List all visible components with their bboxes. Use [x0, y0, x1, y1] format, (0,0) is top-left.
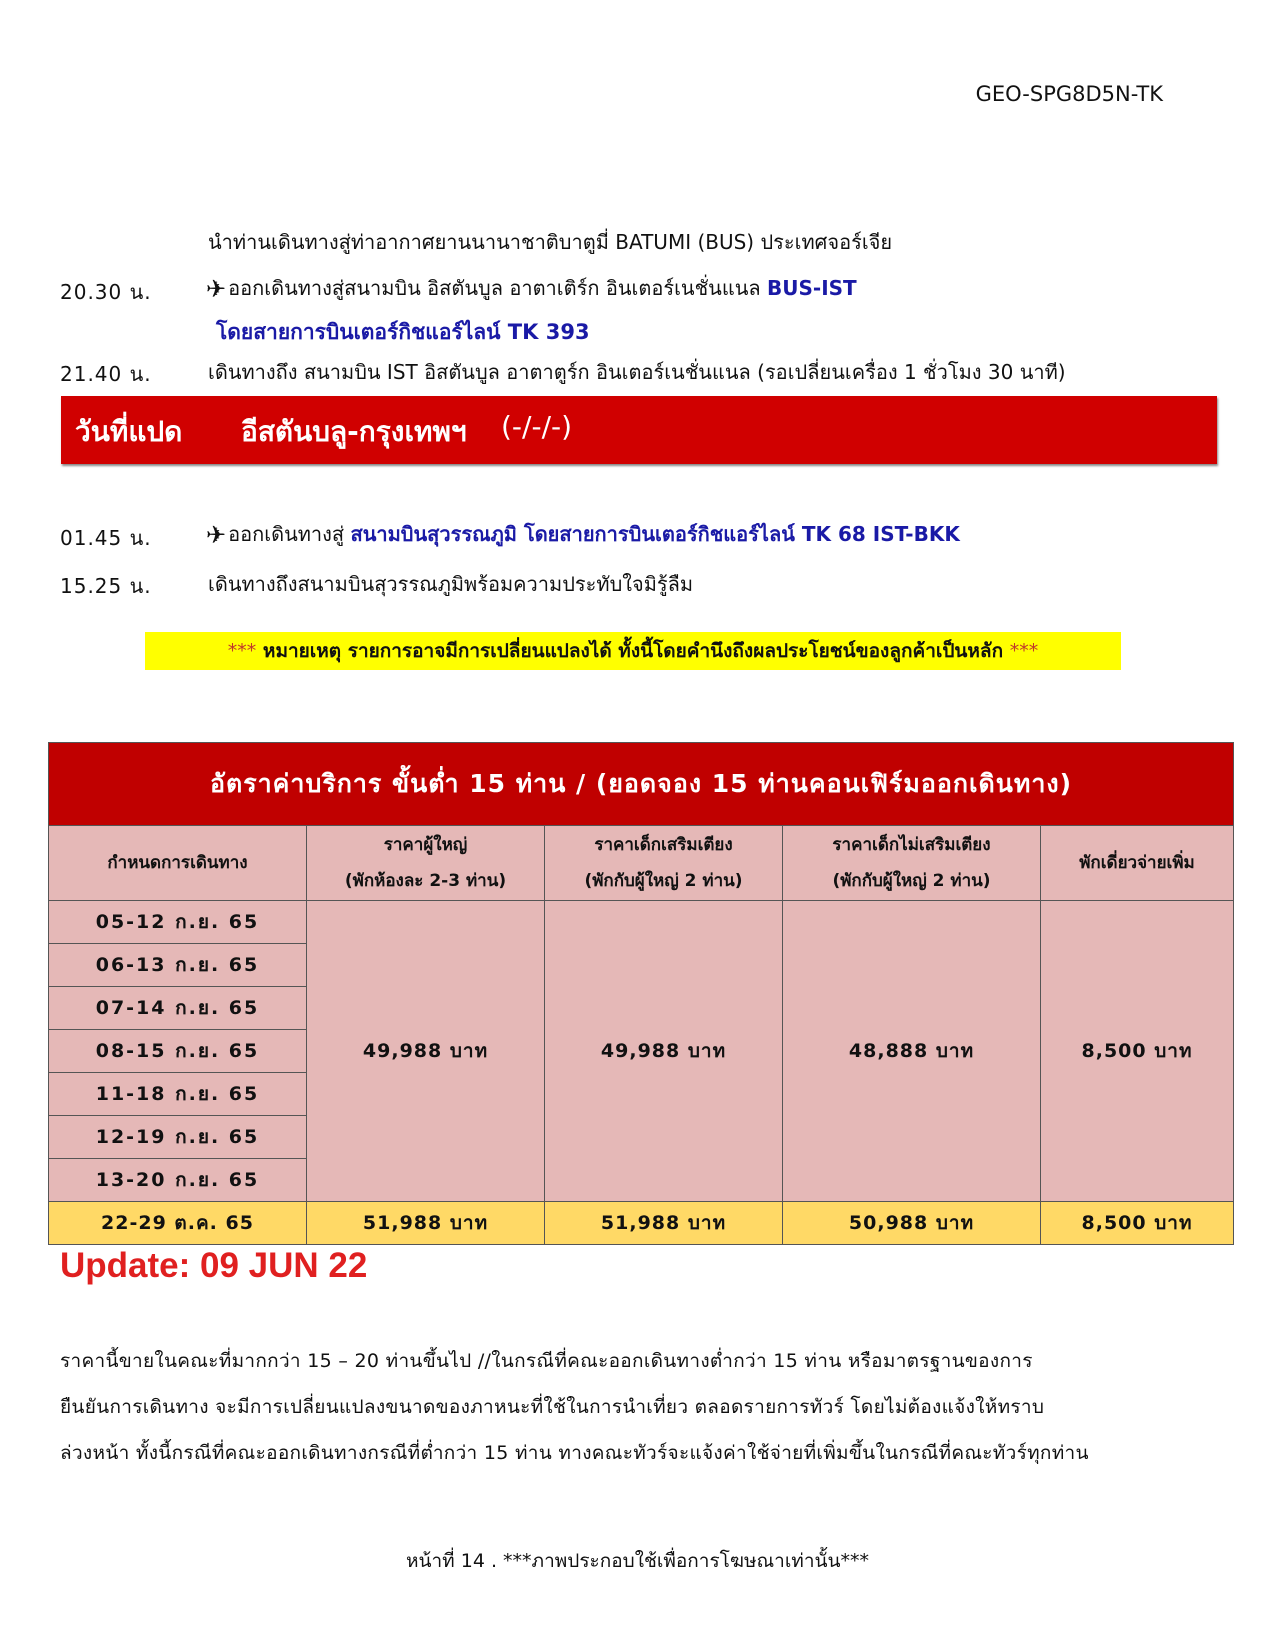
itinerary-line: เดินทางถึงสนามบินสุวรรณภูมิพร้อมความประทับใจมิรู้ลืม — [208, 572, 694, 596]
header-child-nobed-price: ราคาเด็กไม่เสริมเตียง (พักกับผู้ใหญ่ 2 ท่าน) — [783, 826, 1041, 901]
time-label: 21.40 น. — [60, 362, 152, 386]
conditions-paragraph-line: ราคานี้ขายในคณะที่มากกว่า 15 – 20 ท่านขึ้นไป //ในกรณีที่คณะออกเดินทางต่ำกว่า 15 ท่าน หรือมาตรฐานของการ — [60, 1350, 1033, 1372]
price-table-title: อัตราค่าบริการ ขั้นต่ำ 15 ท่าน / (ยอดจอง 15 ท่านคอนเฟิร์มออกเดินทาง) — [49, 743, 1234, 826]
date-cell: 05-12 ก.ย. 65 — [49, 901, 307, 944]
itinerary-line: นำท่านเดินทางสู่ท่าอากาศยานนานาชาติบาตูมี่ BATUMI (BUS) ประเทศจอร์เจีย — [208, 230, 893, 254]
remark-note: *** หมายเหตุ รายการอาจมีการเปลี่ยนแปลงได้ ทั้งนี้โดยคำนึงถึงผลประโยชน์ของลูกค้าเป็นหลัก *** — [145, 632, 1121, 670]
child-nobed-price: 48,888 บาท — [783, 901, 1041, 1202]
header-travel-date: กำหนดการเดินทาง — [49, 826, 307, 901]
price-table — [48, 742, 1234, 1245]
date-cell: 12-19 ก.ย. 65 — [49, 1116, 307, 1159]
adult-price: 49,988 บาท — [307, 901, 545, 1202]
child-bed-price: 49,988 บาท — [545, 901, 783, 1202]
time-label: 15.25 น. — [60, 574, 152, 598]
header-single-supplement: พักเดี่ยวจ่ายเพิ่ม — [1041, 826, 1234, 901]
document-code: GEO-SPG8D5N-TK — [975, 82, 1163, 106]
airplane-icon: ✈ — [206, 275, 227, 303]
date-cell: 22-29 ต.ค. 65 — [49, 1202, 307, 1245]
date-cell: 11-18 ก.ย. 65 — [49, 1073, 307, 1116]
header-adult-price: ราคาผู้ใหญ่ (พักห้องละ 2-3 ท่าน) — [307, 826, 545, 901]
time-label: 01.45 น. — [60, 526, 152, 550]
date-cell: 07-14 ก.ย. 65 — [49, 987, 307, 1030]
day-route: อีสตันบลู-กรุงเทพฯ — [241, 415, 467, 448]
table-row — [49, 1202, 1234, 1245]
single-supplement: 8,500 บาท — [1041, 901, 1234, 1202]
itinerary-line: เดินทางถึง สนามบิน IST อิสตันบูล อาตาตูร์ก อินเตอร์เนชั่นแนล (รอเปลี่ยนเครื่อง 1 ชั่วโมง 30 นาที) — [208, 360, 1066, 384]
date-cell: 06-13 ก.ย. 65 — [49, 944, 307, 987]
airplane-icon: ✈ — [206, 521, 227, 549]
time-label: 20.30 น. — [60, 280, 152, 304]
child-bed-price: 51,988 บาท — [545, 1202, 783, 1245]
date-cell: 08-15 ก.ย. 65 — [49, 1030, 307, 1073]
adult-price: 51,988 บาท — [307, 1202, 545, 1245]
itinerary-line: โดยสายการบินเตอร์กิชแอร์ไลน์ TK 393 — [216, 320, 590, 344]
day-label: วันที่แปด — [75, 415, 183, 448]
child-nobed-price: 50,988 บาท — [783, 1202, 1041, 1245]
header-child-bed-price: ราคาเด็กเสริมเตียง (พักกับผู้ใหญ่ 2 ท่าน) — [545, 826, 783, 901]
conditions-paragraph-line: ยืนยันการเดินทาง จะมีการเปลี่ยนแปลงขนาดของภาหนะที่ใช้ในการนำเที่ยว ตลอดรายการทัวร์ โดยไม่ต้องแจ้งให้ทราบ — [60, 1396, 1045, 1418]
day-header-band — [61, 396, 1217, 464]
itinerary-line: ✈ ออกเดินทางสู่ สนามบินสุวรรณภูมิ โดยสายการบินเตอร์กิชแอร์ไลน์ TK 68 IST-BKK — [206, 521, 960, 549]
single-supplement: 8,500 บาท — [1041, 1202, 1234, 1245]
update-date: Update: 09 JUN 22 — [60, 1246, 368, 1285]
page-footer: หน้าที่ 14 . ***ภาพประกอบใช้เพื่อการโฆษณาเท่านั้น*** — [406, 1550, 869, 1572]
day-meals: (-/-/-) — [501, 410, 573, 443]
date-cell: 13-20 ก.ย. 65 — [49, 1159, 307, 1202]
itinerary-line: ✈ ออกเดินทางสู่สนามบิน อิสตันบูล อาตาเติร์ก อินเตอร์เนชั่นแนล BUS-IST — [206, 275, 857, 303]
conditions-paragraph-line: ล่วงหน้า ทั้งนี้กรณีที่คณะออกเดินทางกรณีที่ต่ำกว่า 15 ท่าน ทางคณะทัวร์จะแจ้งค่าใช้จ่ายที่เพิ่มขึ้นในกรณีที่คณะทัวร์ทุกท่าน — [60, 1442, 1089, 1464]
